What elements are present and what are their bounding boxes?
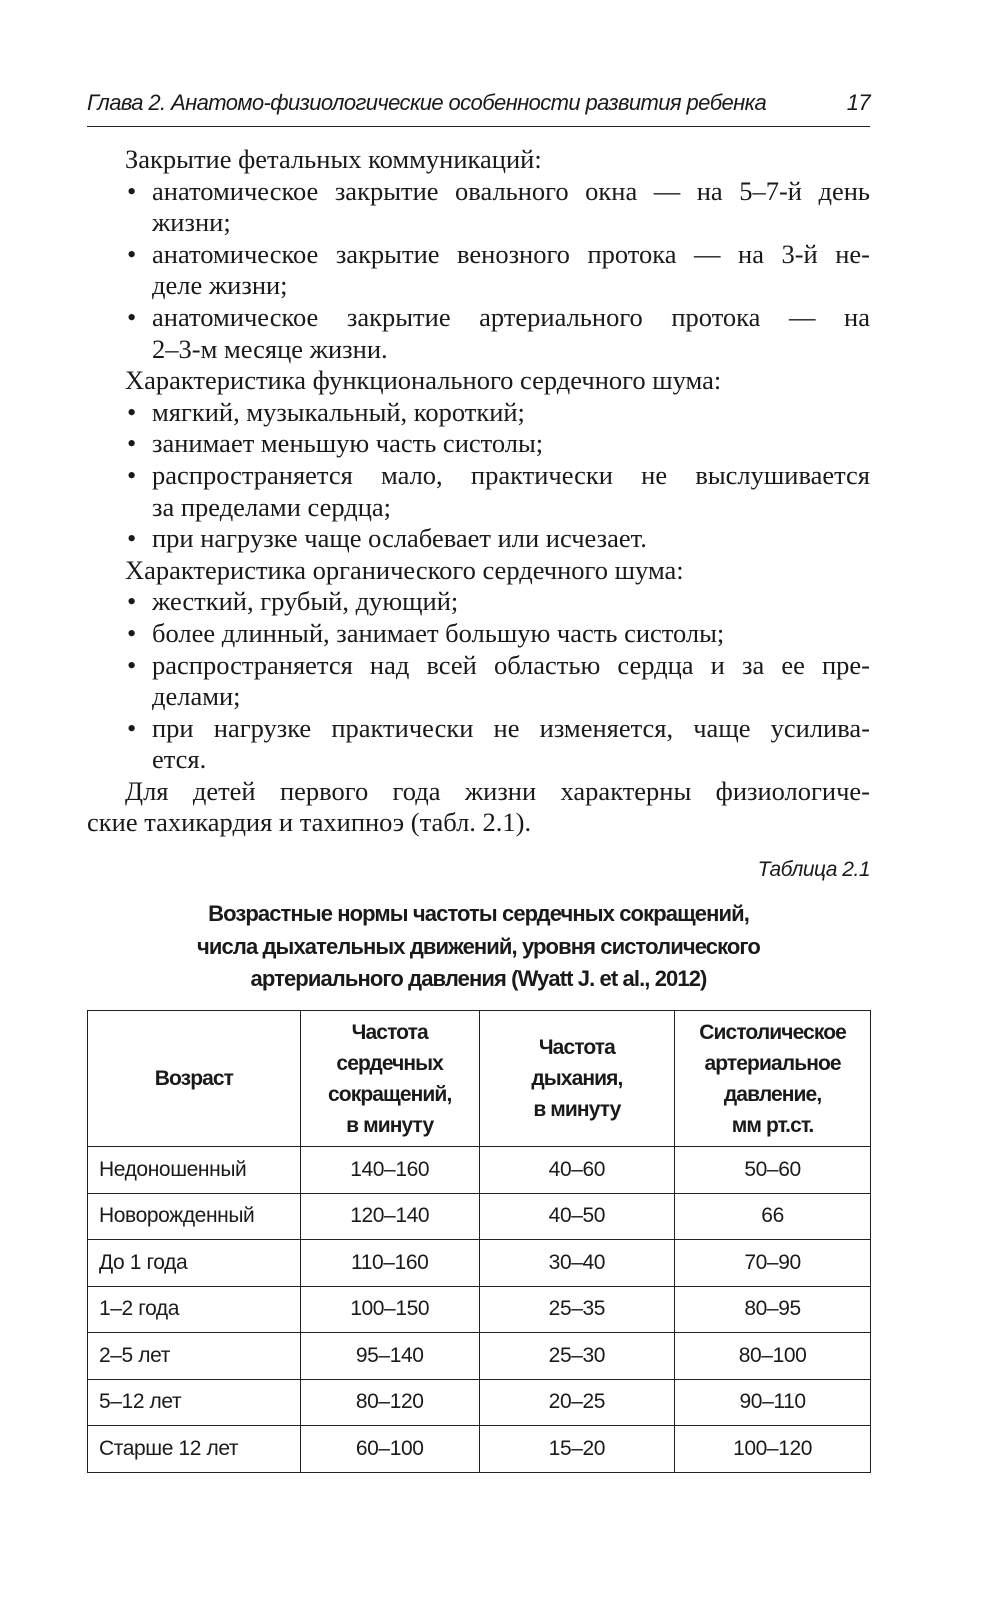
- column-header-line: Возраст: [154, 1067, 234, 1090]
- line-text: за пределами сердца;: [152, 491, 392, 522]
- column-header-line: Систолическое: [699, 1020, 846, 1044]
- bullet-item: [87, 523, 870, 555]
- bullet-icon: •: [127, 649, 137, 680]
- table-title-line: Возрастные нормы частоты сердечных сокращений,: [208, 901, 749, 926]
- text-line: [87, 555, 870, 587]
- column-header-line: в минуту: [533, 1098, 621, 1121]
- line-text: ется.: [152, 744, 207, 775]
- line-text: распространяется над всей областью сердца и за ее пре-: [152, 649, 870, 680]
- line-text: более длинный, занимает большую часть систолы;: [152, 617, 725, 648]
- column-header-line: сокращений,: [328, 1082, 452, 1106]
- table-title-line: числа дыхательных движений, уровня систолического: [197, 933, 760, 959]
- age-cell: Новорожденный: [88, 1193, 301, 1240]
- bullet-item: [87, 397, 870, 429]
- bullet-item: [87, 650, 870, 682]
- table-row: [88, 1240, 871, 1287]
- column-header: [675, 1011, 871, 1147]
- line-text: жизни;: [152, 207, 231, 238]
- value-cell: 66: [675, 1193, 871, 1240]
- value-cell: 100–150: [300, 1286, 479, 1333]
- line-text: распространяется мало, практически не выслушивается: [152, 459, 870, 490]
- column-header: [88, 1011, 301, 1147]
- table-caption: Таблица 2.1: [757, 858, 870, 881]
- text-line: [87, 492, 870, 524]
- line-text: Характеристика функционального сердечного шума:: [125, 365, 722, 396]
- text-line: [87, 365, 870, 397]
- text-line: [87, 144, 870, 176]
- table-row: [88, 1193, 871, 1240]
- bullet-icon: •: [127, 428, 137, 459]
- column-header-line: Частота: [538, 1036, 615, 1059]
- value-cell: 40–60: [479, 1147, 675, 1194]
- value-cell: 50–60: [675, 1147, 871, 1194]
- column-header-line: дыхания,: [531, 1067, 623, 1090]
- column-header-line: Частота: [351, 1020, 428, 1044]
- table-row: [88, 1147, 871, 1194]
- bullet-item: [87, 428, 870, 460]
- text-line: [87, 681, 870, 713]
- value-cell: 140–160: [300, 1147, 479, 1194]
- table-title-line: артериального давления (Wyatt J. et al., 2012): [250, 966, 707, 991]
- bullet-item: [87, 460, 870, 492]
- bullet-icon: •: [127, 523, 137, 554]
- age-cell: 2–5 лет: [88, 1333, 301, 1380]
- value-cell: 40–50: [479, 1193, 675, 1240]
- bullet-item: [87, 176, 870, 208]
- text-line: [87, 744, 870, 776]
- chapter-title: Глава 2. Анатомо-физиологические особенности развития ребенка: [87, 90, 767, 115]
- table-row: [88, 1426, 871, 1473]
- age-cell: 5–12 лет: [88, 1379, 301, 1426]
- bullet-icon: •: [127, 238, 137, 269]
- value-cell: 15–20: [479, 1426, 675, 1473]
- text-line: [87, 270, 870, 302]
- bullet-item: [87, 586, 870, 618]
- table-row: [88, 1379, 871, 1426]
- body-text: [87, 144, 870, 839]
- line-text: делами;: [152, 681, 241, 712]
- line-text: ские тахикардия и тахипноэ (табл. 2.1).: [87, 807, 532, 838]
- bullet-item: [87, 618, 870, 650]
- bullet-icon: •: [127, 301, 137, 332]
- page-number: 17: [846, 90, 870, 115]
- value-cell: 60–100: [300, 1426, 479, 1473]
- value-cell: 20–25: [479, 1379, 675, 1426]
- bullet-icon: •: [127, 396, 137, 427]
- line-text: деле жизни;: [152, 270, 288, 301]
- line-text: при нагрузке практически не изменяется, чаще усилива-: [152, 712, 870, 743]
- value-cell: 100–120: [675, 1426, 871, 1473]
- line-text: 2–3-м месяце жизни.: [152, 333, 388, 364]
- line-text: при нагрузке чаще ослабевает или исчезает.: [152, 523, 647, 554]
- bullet-item: [87, 239, 870, 271]
- bullet-icon: •: [127, 175, 137, 206]
- bullet-icon: •: [127, 459, 137, 490]
- vital-signs-table: [87, 1010, 871, 1473]
- column-header-line: артериальное: [704, 1051, 841, 1075]
- line-text: Закрытие фетальных коммуникаций:: [125, 144, 542, 174]
- value-cell: 80–120: [300, 1379, 479, 1426]
- running-header: [87, 86, 870, 127]
- value-cell: 30–40: [479, 1240, 675, 1287]
- value-cell: 80–100: [675, 1333, 871, 1380]
- line-text: жесткий, грубый, дующий;: [152, 586, 459, 617]
- column-header: [479, 1011, 675, 1147]
- column-header-line: давление,: [723, 1082, 822, 1106]
- table-header-row: [88, 1011, 871, 1147]
- line-text: Характеристика органического сердечного шума:: [125, 554, 684, 585]
- column-header-line: сердечных: [336, 1051, 443, 1075]
- value-cell: 95–140: [300, 1333, 479, 1380]
- value-cell: 25–30: [479, 1333, 675, 1380]
- bullet-icon: •: [127, 712, 137, 743]
- table-row: [88, 1333, 871, 1380]
- column-header-line: мм рт.ст.: [731, 1113, 814, 1137]
- bullet-icon: •: [127, 586, 137, 617]
- bullet-item: [87, 302, 870, 334]
- age-cell: До 1 года: [88, 1240, 301, 1287]
- column-header: [300, 1011, 479, 1147]
- text-line: [87, 807, 870, 839]
- line-text: мягкий, музыкальный, короткий;: [152, 396, 525, 427]
- age-cell: Старше 12 лет: [88, 1426, 301, 1473]
- table-row: [88, 1286, 871, 1333]
- age-cell: 1–2 года: [88, 1286, 301, 1333]
- value-cell: 70–90: [675, 1240, 871, 1287]
- line-text: анатомическое закрытие венозного протока — на 3-й не-: [152, 238, 870, 269]
- text-line: [87, 776, 870, 808]
- text-line: [87, 334, 870, 366]
- line-text: анатомическое закрытие артериального протока — на: [152, 301, 870, 332]
- line-text: анатомическое закрытие овального окна — на 5–7-й день: [152, 175, 870, 206]
- text-line: [87, 207, 870, 239]
- age-cell: Недоношенный: [88, 1147, 301, 1194]
- column-header-line: в минуту: [346, 1113, 434, 1137]
- value-cell: 110–160: [300, 1240, 479, 1287]
- bullet-icon: •: [127, 617, 137, 648]
- value-cell: 80–95: [675, 1286, 871, 1333]
- bullet-item: [87, 713, 870, 745]
- table-title: [87, 898, 870, 996]
- value-cell: 90–110: [675, 1379, 871, 1426]
- value-cell: 25–35: [479, 1286, 675, 1333]
- line-text: занимает меньшую часть систолы;: [152, 428, 544, 459]
- value-cell: 120–140: [300, 1193, 479, 1240]
- line-text: Для детей первого года жизни характерны физиологиче-: [125, 775, 870, 806]
